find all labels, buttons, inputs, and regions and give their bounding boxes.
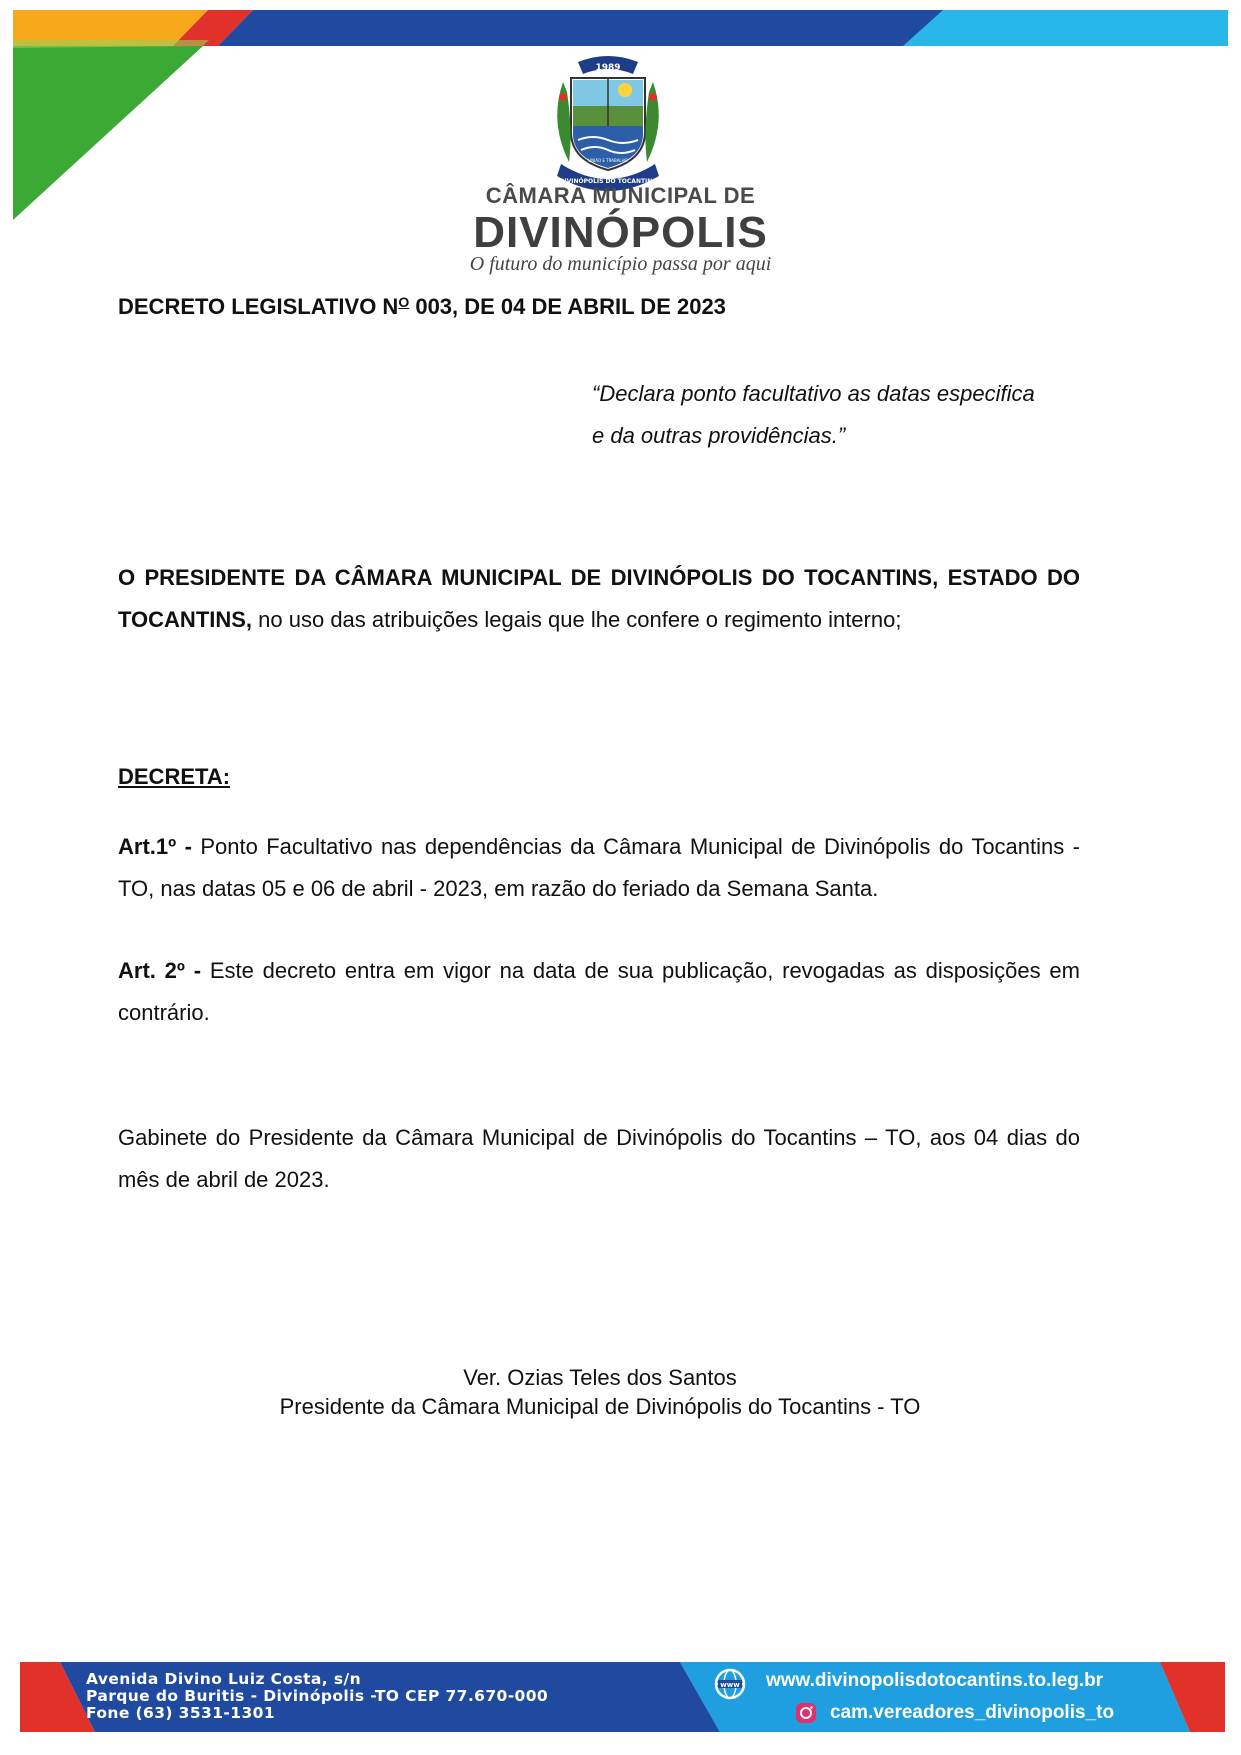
footer-address-line1: Avenida Divino Luiz Costa, s/n — [86, 1670, 362, 1688]
article-2 — [118, 950, 1080, 1034]
closing-statement: Gabinete do Presidente da Câmara Municipal de Divinópolis do Tocantins – TO, aos 04 dias do mês de abril de 2023. — [118, 1125, 1080, 1192]
signer-role: Presidente da Câmara Municipal de Divinópolis do Tocantins - TO — [279, 1394, 921, 1419]
footer-website-link[interactable]: www.divinopolisdotocantins.to.leg.br — [766, 1670, 1104, 1691]
institution-slogan: O futuro do município passa por aqui — [469, 253, 772, 275]
article-1-label: Art.1º - — [118, 834, 192, 859]
decreta-heading: DECRETA: — [118, 764, 231, 789]
municipal-crest — [533, 52, 683, 202]
decree-title-number-sign: O — [398, 294, 410, 310]
svg-text:www: www — [720, 1681, 740, 1689]
footer-address-line2: Parque do Buritis - Divinópolis -TO CEP 77.670-000 — [86, 1687, 549, 1705]
decree-title-prefix: DECRETO LEGISLATIVO N — [118, 294, 399, 319]
article-1 — [118, 826, 1080, 910]
globe-icon — [708, 1668, 754, 1700]
decree-summary-line2: e da outras providências.” — [592, 423, 846, 448]
preamble — [118, 557, 1080, 641]
footer-phone: Fone (63) 3531-1301 — [86, 1704, 275, 1722]
decree-title — [118, 294, 1078, 320]
institution-name-line1: CÂMARA MUNICIPAL DE — [485, 183, 756, 208]
preamble-bold: O PRESIDENTE DA CÂMARA MUNICIPAL DE DIVINÓPOLIS DO TOCANTINS, ESTADO DO TOCANTINS, — [118, 565, 1080, 632]
crest-ribbon-text: DIVINÓPOLIS DO TOCANTINS — [559, 178, 657, 185]
decree-summary — [592, 373, 1082, 457]
decree-summary-line1: “Declara ponto facultativo as datas especifica — [592, 381, 1035, 406]
decree-title-suffix: 003, DE 04 DE ABRIL DE 2023 — [409, 294, 726, 319]
article-2-label: Art. 2º - — [118, 958, 202, 983]
signature-block — [0, 1363, 1200, 1421]
article-1-text: Ponto Facultativo nas dependências da Câmara Municipal de Divinópolis do Tocantins - TO, nas datas 05 e 06 de abril - 2023, em razão do feriado da Semana Santa. — [118, 834, 1080, 901]
article-2-text: Este decreto entra em vigor na data de sua publicação, revogadas as disposições em contrário. — [118, 958, 1080, 1025]
institution-name-line2: DIVINÓPOLIS — [473, 208, 768, 257]
crest-year: 1989 — [595, 63, 621, 73]
preamble-text: no uso das atribuições legais que lhe confere o regimento interno; — [252, 607, 902, 632]
footer-instagram-link[interactable]: cam.vereadores_divinopolis_to — [830, 1702, 1115, 1723]
signer-name: Ver. Ozias Teles dos Santos — [463, 1365, 737, 1390]
instagram-icon — [794, 1701, 818, 1725]
crest-motto: UNIÃO E TRABALHO — [588, 158, 628, 163]
